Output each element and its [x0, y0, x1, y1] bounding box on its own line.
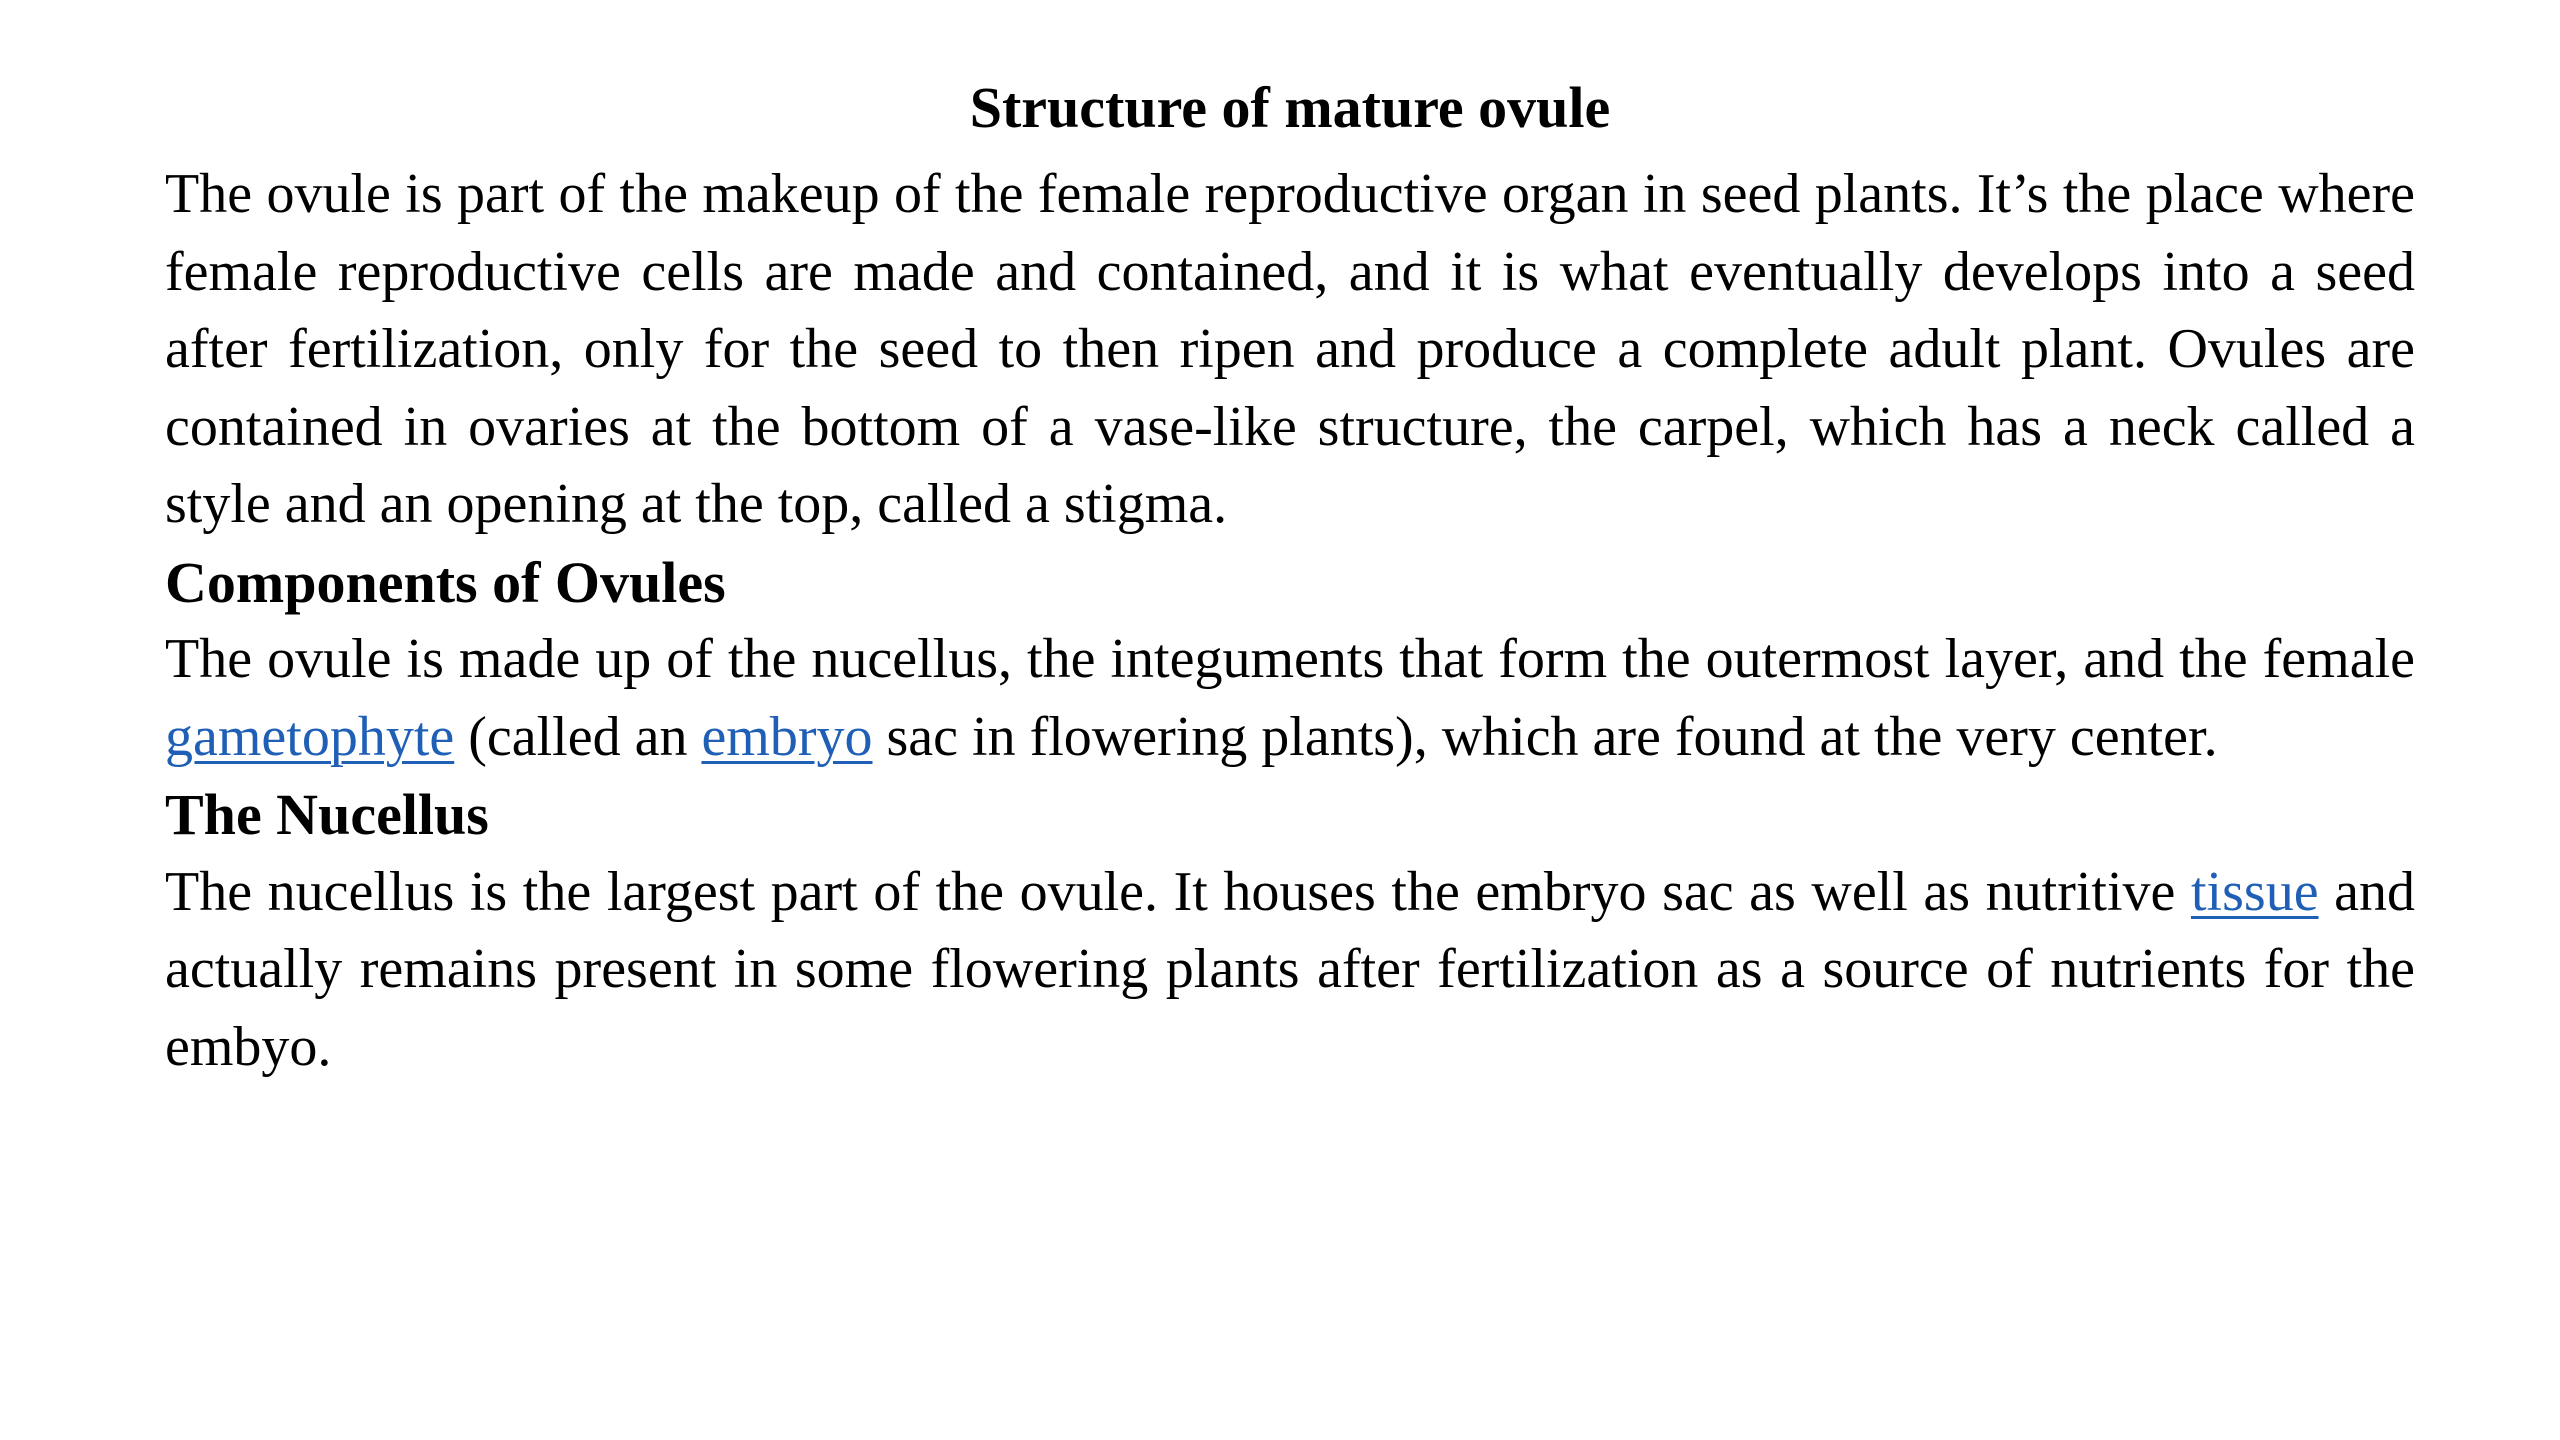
- document-title: Structure of mature ovule: [969, 75, 1611, 140]
- embryo-link[interactable]: embryo: [701, 705, 873, 768]
- intro-paragraph: The ovule is part of the makeup of the female reproductive organ in seed plants. It’s the place where female reproductive cells are made and contained, and it is what eventually develops into a seed after fertilization, only for the seed to then ripen and produce a complete adult plant. Ovules are contained in ovaries at the bottom of a vase-like structure, the carpel, which has a neck called a style and an opening at the top, called a stigma.: [165, 163, 2415, 535]
- gametophyte-link[interactable]: gametophyte: [165, 705, 455, 768]
- document-page: [165, 60, 2415, 1086]
- nucellus-text-2: and actually remains present in some flowering plants after fertilization as a source of nutrients for the embyo.: [165, 860, 2415, 1078]
- components-text-2: (called an: [454, 705, 702, 768]
- nucellus-heading: The Nucellus: [165, 782, 489, 847]
- components-paragraph: [165, 621, 2415, 776]
- components-heading: Components of Ovules: [165, 549, 726, 615]
- nucellus-paragraph: [165, 854, 2415, 1087]
- components-text-1: The ovule is made up of the nucellus, the integuments that form the outermost layer, and the female: [165, 628, 2415, 690]
- nucellus-text-1: The nucellus is the largest part of the ovule. It houses the embryo sac as well as nutritive: [165, 860, 2191, 923]
- tissue-link[interactable]: tissue: [2190, 860, 2319, 923]
- components-text-3: sac in flowering plants), which are found at the very center.: [872, 705, 2218, 768]
